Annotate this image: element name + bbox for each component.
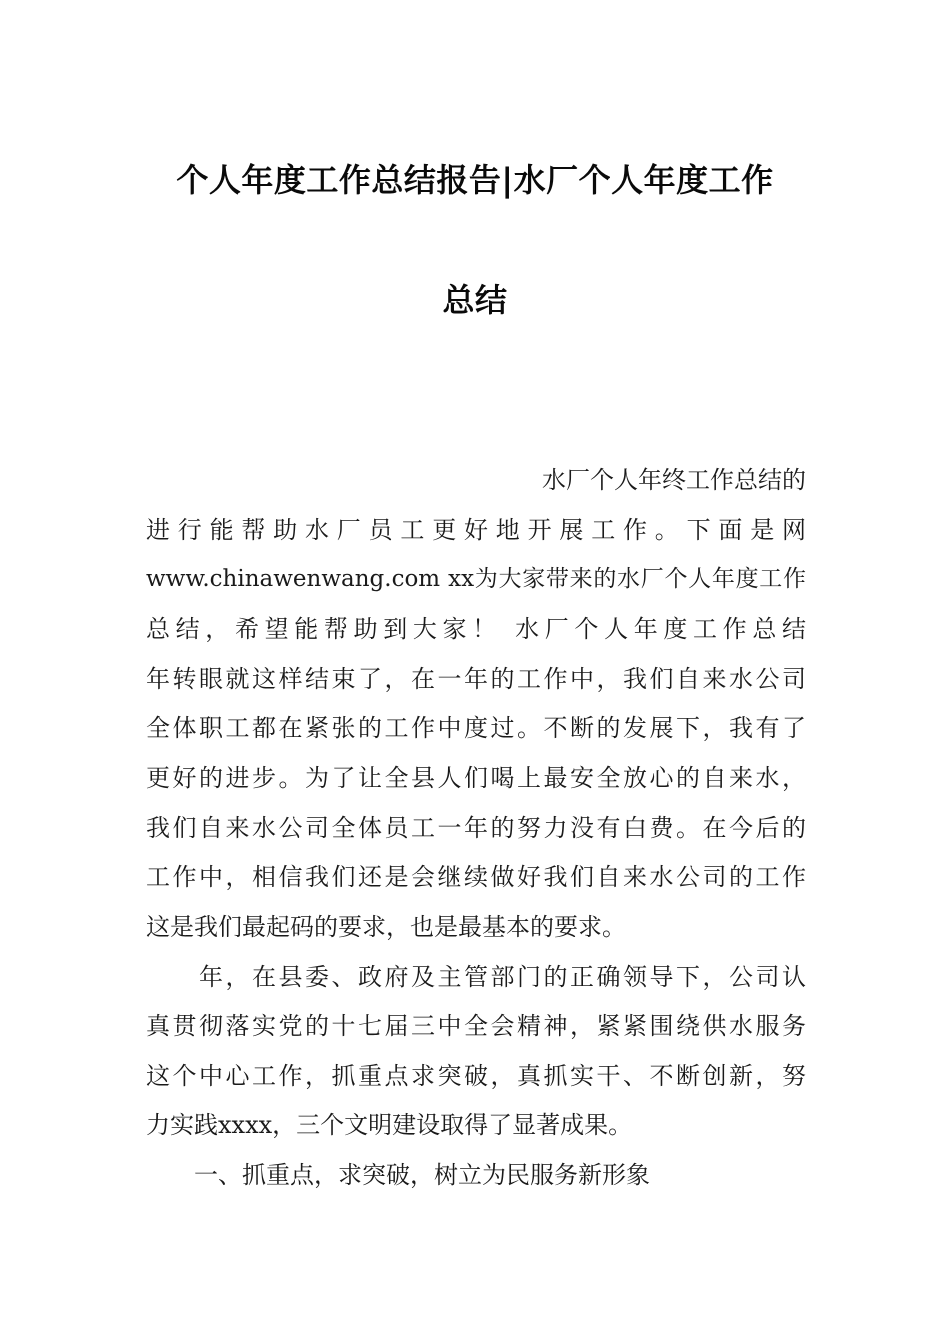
paragraph-line: 水厂个人年终工作总结的 xyxy=(542,466,806,494)
paragraph-line: www.chinawenwang.com xx为大家带来的水厂个人年度工作 xyxy=(146,566,806,592)
paragraph-line: 我们自来水公司全体员工一年的努力没有白费。在今后的 xyxy=(146,814,806,842)
paragraph-line: 这个中心工作，抓重点求突破，真抓实干、不断创新，努 xyxy=(146,1062,806,1090)
paragraph-line: 年转眼就这样结束了，在一年的工作中，我们自来水公司 xyxy=(146,665,806,693)
paragraph-line: 更好的进步。为了让全县人们喝上最安全放心的自来水， xyxy=(146,764,806,792)
paragraph-line: 真贯彻落实党的十七届三中全会精神，紧紧围绕供水服务 xyxy=(146,1012,806,1040)
paragraph-line: 总结，希望能帮助到大家！ 水厂个人年度工作总结 xyxy=(146,615,806,643)
section-heading: 一、抓重点，求突破，树立为民服务新形象 xyxy=(146,1161,650,1189)
paragraph-line: 全体职工都在紧张的工作中度过。不断的发展下，我有了 xyxy=(146,714,806,742)
document-title-line-2: 总结 xyxy=(442,281,508,319)
paragraph-line: 力实践xxxx，三个文明建设取得了显著成果。 xyxy=(146,1111,633,1139)
paragraph-line: 工作中，相信我们还是会继续做好我们自来水公司的工作 xyxy=(146,863,806,891)
document-title-line-1: 个人年度工作总结报告|水厂个人年度工作 xyxy=(176,161,774,199)
paragraph-line: 年，在县委、政府及主管部门的正确领导下，公司认 xyxy=(146,963,806,991)
paragraph-line: 进行能帮助水厂员工更好地开展工作。下面是网 xyxy=(146,516,806,544)
paragraph-line: 这是我们最起码的要求，也是最基本的要求。 xyxy=(146,913,626,941)
